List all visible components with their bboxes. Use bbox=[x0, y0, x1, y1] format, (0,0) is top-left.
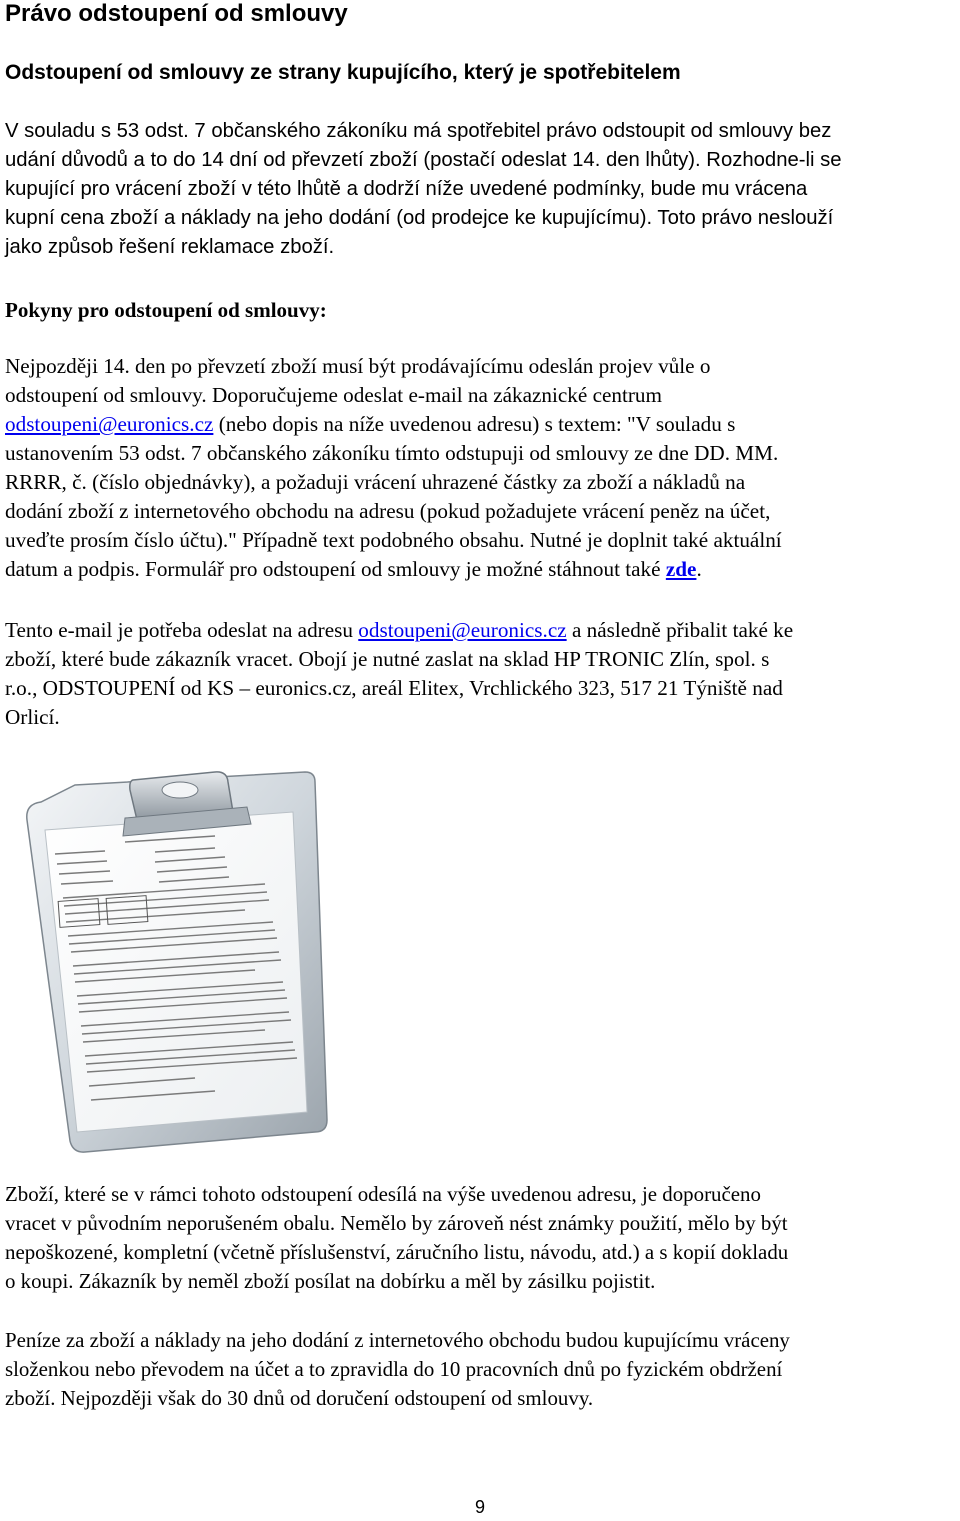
instructions-text-3: . bbox=[696, 557, 702, 581]
instructions-paragraph bbox=[5, 352, 960, 584]
return-condition-paragraph: Zboží, které se v rámci tohoto odstoupení odesílá na výše uvedenou adresu, je doporučeno vracet v původním neporušeném obalu. Nemělo by zároveň nést známky použití, mělo by být nepoškozené, kompletní (včetně příslušenství, záručního listu, návodu, atd.) a s kopií dokladu o koupi. Zákazník by neměl zboží posílat na dobírku a měl by zásilku pojistit. bbox=[5, 1182, 789, 1293]
refund-paragraph: Peníze za zboží a náklady na jeho dodání z internetového obchodu budou kupujícímu vráceny složenkou nebo převodem na účet a to zpravidla do 10 pracovních dnů po fyzickém obdržení zboží. Nejpozději však do 30 dnů od doručení odstoupení od smlouvy. bbox=[5, 1328, 790, 1410]
instructions-heading: Pokyny pro odstoupení od smlouvy: bbox=[5, 298, 327, 322]
instructions-text-1: Nejpozději 14. den po převzetí zboží musí být prodávajícímu odeslán projev vůle o odstoupení od smlouvy. Doporučujeme odeslat e-mail na zákaznické centrum bbox=[5, 354, 711, 407]
shipping-text-1: Tento e-mail je potřeba odeslat na adresu bbox=[5, 618, 359, 642]
clipboard-icon bbox=[15, 760, 375, 1155]
clipboard-image bbox=[15, 760, 375, 1155]
intro-paragraph: V souladu s 53 odst. 7 občanského zákoníku má spotřebitel právo odstoupit od smlouvy bez udání důvodů a to do 14 dní od převzetí zboží (postačí odeslat 14. den lhůty). Rozhodne-li se kupující pro vrácení zboží v této lhůtě a dodrží níže uvedené podmínky, bude mu vrácena kupní cena zboží a náklady na jeho dodání (od prodejce ke kupujícímu). Toto právo neslouží jako způsob řešení reklamace zboží. bbox=[5, 120, 842, 258]
page-number: 9 bbox=[475, 1497, 486, 1517]
instructions-text-2: (nebo dopis na níže uvedenou adresu) s textem: "V souladu s ustanovením 53 odst. 7 občanského zákoníku tímto odstupuji od smlouvy ze dne DD. MM. RRRR, č. (číslo objednávky), a požaduji vrácení uhrazené částky za zboží a nákladů na dodání zboží z internetového obchodu na adresu (pokud požadujete vrácení peněz na účet, uveďte prosím číslo účtu)." Případně text podobného obsahu. Nutné je doplnit také aktuální datum a podpis. Formulář pro odstoupení od smlouvy je možné stáhnout také bbox=[5, 412, 782, 581]
section-subheading: Odstoupení od smlouvy ze strany kupujícího, který je spotřebitelem bbox=[5, 61, 681, 84]
email-link[interactable]: odstoupeni@euronics.cz bbox=[5, 412, 214, 436]
form-download-link[interactable]: zde bbox=[665, 557, 697, 581]
email-link-2[interactable]: odstoupeni@euronics.cz bbox=[358, 618, 567, 642]
shipping-paragraph bbox=[5, 616, 960, 732]
shipping-text-2: a následně přibalit také ke zboží, které bude zákazník vracet. Obojí je nutné zaslat na sklad HP TRONIC Zlín, spol. s r.o., ODSTOUPENÍ od KS – euronics.cz, areál Elitex, Vrchlického 323, 517 21 Týniště nad Orlicí. bbox=[5, 618, 794, 729]
page-title: Právo odstoupení od smlouvy bbox=[5, 0, 348, 27]
